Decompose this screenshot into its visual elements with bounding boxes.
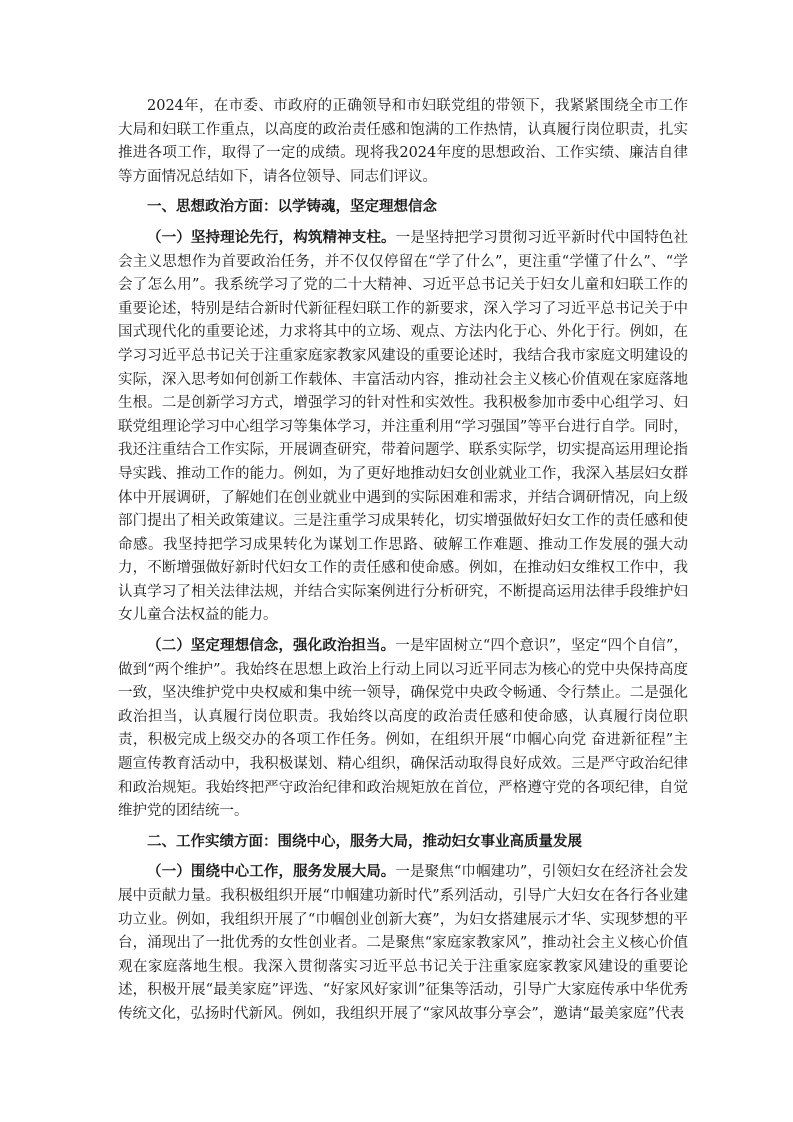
paragraph-body: 一是聚焦“巾帼建功”，引领妇女在经济社会发展中贡献力量。我积极组织开展“巾帼建功新时代”系列活动，引导广大妇女在各行各业建功立业。例如，我组织开展了“巾帼创业创新大赛”，为妇女搭建展示才华、实现梦想的平台，涌现出了一批优秀的女性创业者。二是聚焦“家庭家教家风”，推动社会主义核心价值观在家庭落地生根。我深入贯彻落实习近平总书记关于注重家庭家教家风建设的重要论述，积极开展“最美家庭”评选、“好家风好家训”征集等活动，引导广大家庭传承中华优秀传统文化，弘扬时代新风。例如，我组织开展了“家风故事分享会”，邀请“最美家庭”代表 [118,864,689,1022]
paragraph-lead: （二）坚定理想信念，强化政治担当。 [147,638,396,655]
paragraph-central-work [118,861,688,1026]
paragraph-ideals-belief [118,635,688,824]
paragraph-theory-first [118,227,688,628]
paragraph-body: 一是牢固树立“四个意识”，坚定“四个自信”，做到“两个维护”。我始终在思想上政治上行动上同以习近平同志为核心的党中央保持高度一致，坚决维护党中央权威和集中统一领导，确保党中央政令畅通、令行禁止。二是强化政治担当，认真履行岗位职责。我始终以高度的政治责任感和使命感，认真履行岗位职责，积极完成上级交办的各项工作任务。例如，在组织开展“巾帼心向党 奋进新征程”主题宣传教育活动中，我积极谋划、精心组织，确保活动取得良好成效。三是严守政治纪律和政治规矩。我始终把严守政治纪律和政治规矩放在首位，严格遵守党的各项纪律，自觉维护党的团结统一。 [118,638,688,820]
section-heading-ideology: 一、思想政治方面：以学铸魂，坚定理想信念 [147,199,437,216]
paragraph-body: 一是坚持把学习贯彻习近平新时代中国特色社会主义思想作为首要政治任务，并不仅仅停留在“学了什么”，更注重“学懂了什么”、“学会了怎么用”。我系统学习了党的二十大精神、习近平总书记关于妇女儿童和妇联工作的重要论述，特别是结合新时代新征程妇联工作的新要求，深入学习了习近平总书记关于中国式现代化的重要论述，力求将其中的立场、观点、方法内化于心、外化于行。例如，在学习习近平总书记关于注重家庭家教家风建设的重要论述时，我结合我市家庭文明建设的实际，深入思考如何创新工作载体、丰富活动内容，推动社会主义核心价值观在家庭落地生根。二是创新学习方式，增强学习的针对性和实效性。我积极参加市委中心组学习、妇联党组理论学习中心组学习等集体学习，并注重利用“学习强国”等平台进行自学。同时，我还注重结合工作实际，开展调查研究，带着问题学、联系实际学，切实提高运用理论指导实践、推动工作的能力。例如，为了更好地推动妇女创业就业工作，我深入基层妇女群体中开展调研，了解她们在创业就业中遇到的实际困难和需求，并结合调研情况，向上级部门提出了相关政策建议。三是注重学习成果转化，切实增强做好妇女工作的责任感和使命感。我坚持把学习成果转化为谋划工作思路、破解工作难题、推动工作发展的强大动力，不断增强做好新时代妇女工作的责任感和使命感。例如，在推动妇女维权工作中，我认真学习了相关法律法规，并结合实际案例进行分析研究，不断提高运用法律手段维护妇女儿童合法权益的能力。 [118,229,688,624]
paragraph-lead: （一）围绕中心工作，服务发展大局。 [147,864,396,881]
section-heading-work-performance: 二、工作实绩方面：围绕中心，服务大局，推动妇女事业高质量发展 [147,833,582,850]
intro-paragraph: 2024年，在市委、市政府的正确领导和市妇联党组的带领下，我紧紧围绕全市工作大局和妇联工作重点，以高度的政治责任感和饱满的工作热情，认真履行岗位职责，扎实推进各项工作，取得了一定的成绩。现将我2024年度的思想政治、工作实绩、廉洁自律等方面情况总结如下，请各位领导、同志们评议。 [118,98,688,185]
document-page [118,95,688,1027]
paragraph-lead: （一）坚持理论先行，构筑精神支柱。 [147,229,396,246]
